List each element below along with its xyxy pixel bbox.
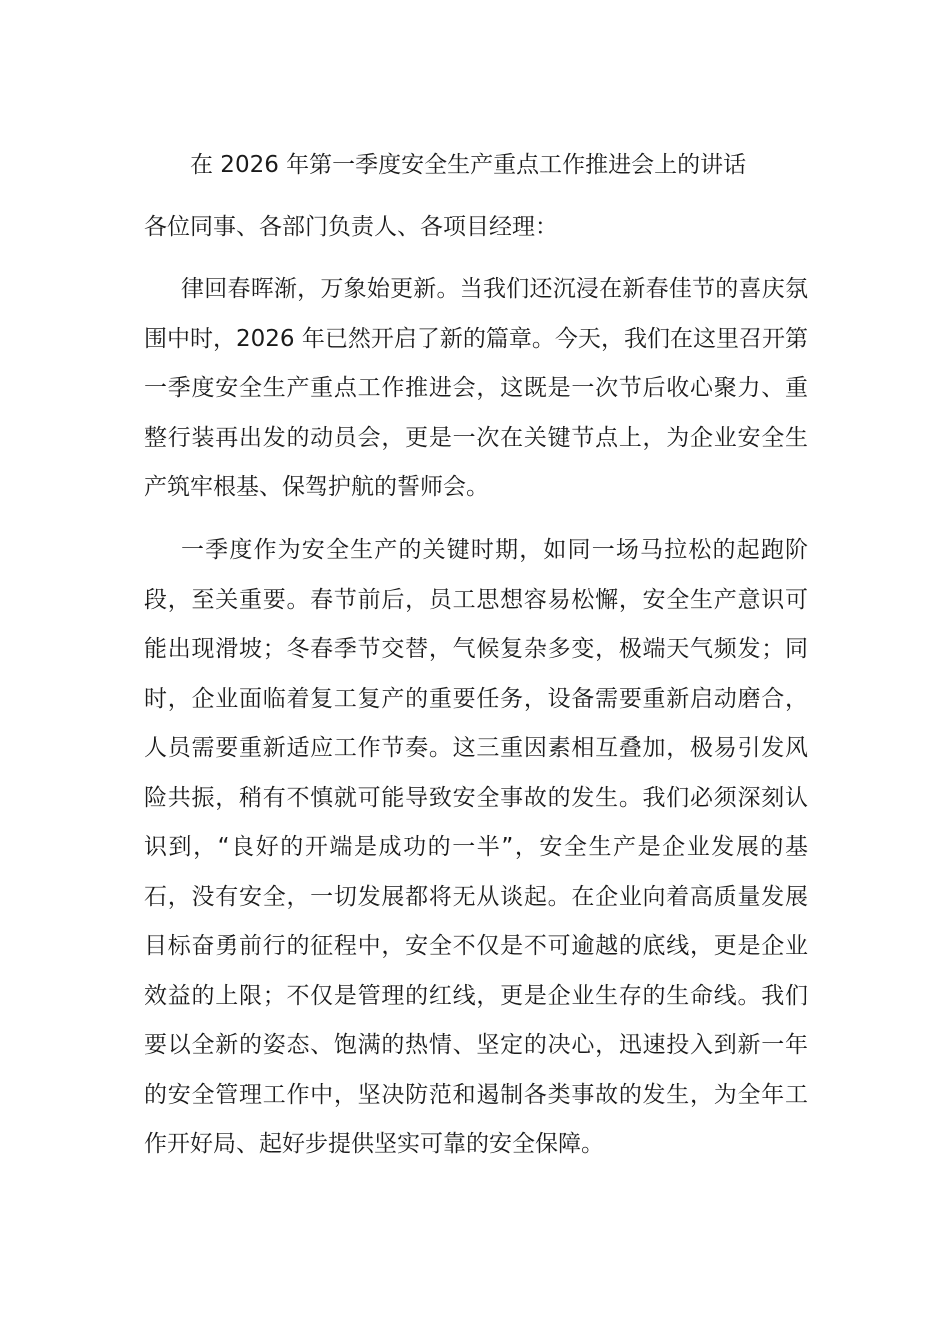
body-paragraph-1: 律回春晖渐，万象始更新。当我们还沉浸在新春佳节的喜庆氛围中时，2026 年已然开启了新的篇章。今天，我们在这里召开第一季度安全生产重点工作推进会，这既是一次节后收心聚力、重整行装再出发的动员会，更是一次在关键节点上，为企业安全生产筑牢根基、保驾护航的誓师会。 — [144, 276, 808, 500]
body-paragraph-2: 一季度作为安全生产的关键时期，如同一场马拉松的起跑阶段，至关重要。春节前后，员工思想容易松懈，安全生产意识可能出现滑坡；冬春季节交替，气候复杂多变，极端天气频发；同时，企业面临着复工复产的重要任务，设备需要重新启动磨合，人员需要重新适应工作节奏。这三重因素相互叠加，极易引发风险共振，稍有不慎就可能导致安全事故的发生。我们必须深刻认识到，“良好的开端是成功的一半”，安全生产是企业发展的基石，没有安全，一切发展都将无从谈起。在企业向着高质量发展目标奋勇前行的征程中，安全不仅是不可逾越的底线，更是企业效益的上限；不仅是管理的红线，更是企业生存的生命线。我们要以全新的姿态、饱满的热情、坚定的决心，迅速投入到新一年的安全管理工作中，坚决防范和遏制各类事故的发生，为全年工作开好局、起好步提供坚实可靠的安全保障。 — [144, 537, 808, 1157]
salutation: 各位同事、各部门负责人、各项目经理： — [144, 214, 558, 240]
document-title: 在 2026 年第一季度安全生产重点工作推进会上的讲话 — [190, 152, 747, 178]
